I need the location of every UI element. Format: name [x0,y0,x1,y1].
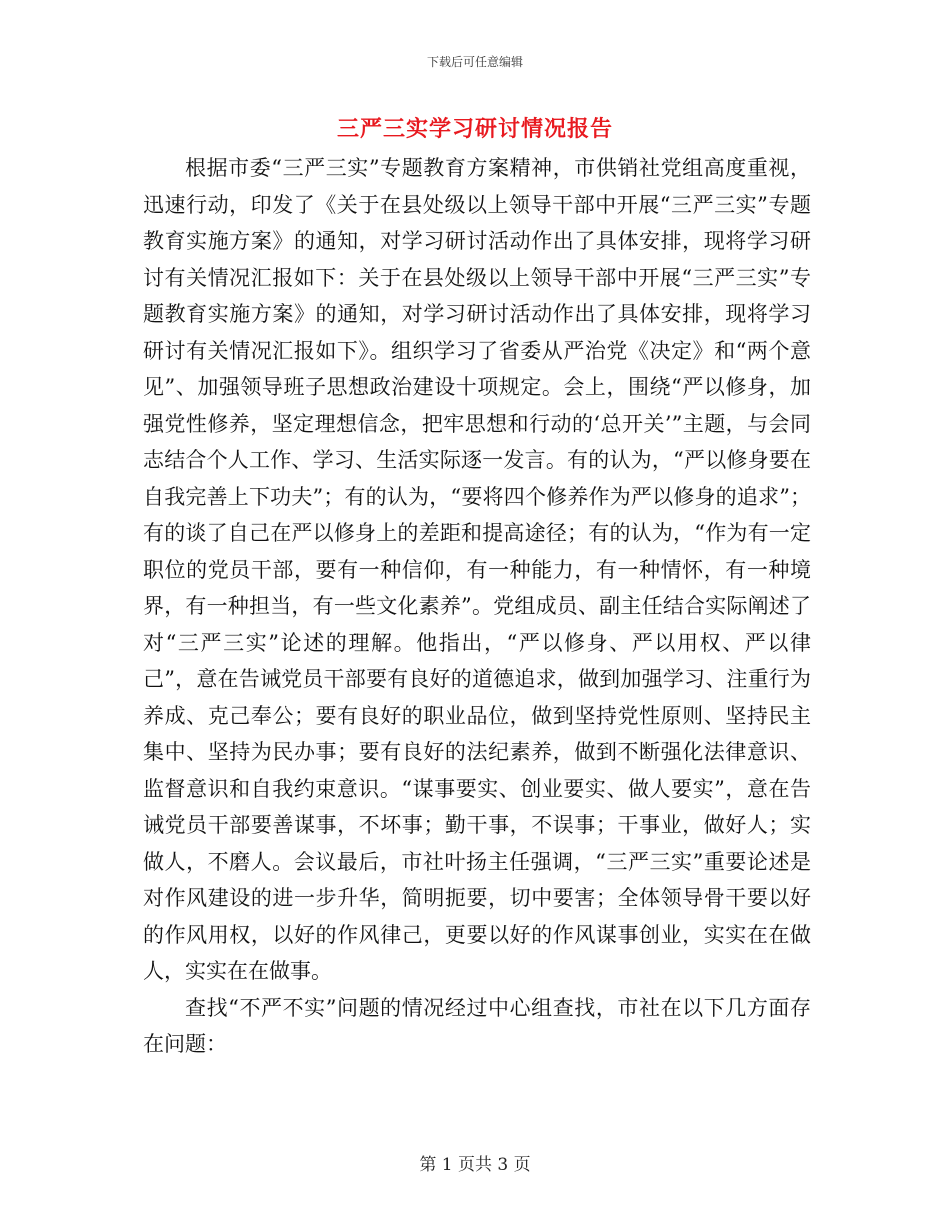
page-number-footer: 第 1 页共 3 页 [419,1155,531,1175]
document-body [143,150,811,1063]
page-header-note: 下载后可任意编辑 [426,55,523,69]
body-paragraph: 查找“不严不实”问题的情况经过中心组查找，市社在以下几方面存在问题： [143,995,811,1056]
body-paragraph: 根据市委“三严三实”专题教育方案精神，市供销社党组高度重视，迅速行动，印发了《关于在县处级以上领导干部中开展“三严三实”专题教育实施方案》的通知，对学习研讨活动作出了具体安排，现将学习研讨有关情况汇报如下：关于在县处级以上领导干部中开展“三严三实”专题教育实施方案》的通知，对学习研讨活动作出了具体安排，现将学习研讨有关情况汇报如下》。组织学习了省委从严治党《决定》和“两个意见”、加强领导班子思想政治建设十项规定。会上，围绕“严以修身，加强党性修养，坚定理想信念，把牢思想和行动的‘总开关’”主题，与会同志结合个人工作、学习、生活实际逐一发言。有的认为，“严以修身要在自我完善上下功夫”；有的认为，“要将四个修养作为严以修身的追求”；有的谈了自己在严以修身上的差距和提高途径；有的认为，“作为有一定职位的党员干部，要有一种信仰，有一种能力，有一种情怀，有一种境界，有一种担当，有一些文化素养”。党组成员、副主任结合实际阐述了对“三严三实”论述的理解。他指出，“严以修身、严以用权、严以律己”，意在告诫党员干部要有良好的道德追求，做到加强学习、注重行为养成、克己奉公；要有良好的职业品位，做到坚持党性原则、坚持民主集中、坚持为民办事；要有良好的法纪素养，做到不断强化法律意识、监督意识和自我约束意识。“谋事要实、创业要实、做人要实”，意在告诫党员干部要善谋事，不坏事；勤干事，不误事；干事业，做好人；实做人，不磨人。会议最后，市社叶扬主任强调，“三严三实”重要论述是对作风建设的进一步升华，简明扼要，切中要害；全体领导骨干要以好的作风用权，以好的作风律己，更要以好的作风谋事创业，实实在在做人，实实在在做事。 [143,156,811,983]
document-title: 三严三实学习研讨情况报告 [336,116,613,142]
